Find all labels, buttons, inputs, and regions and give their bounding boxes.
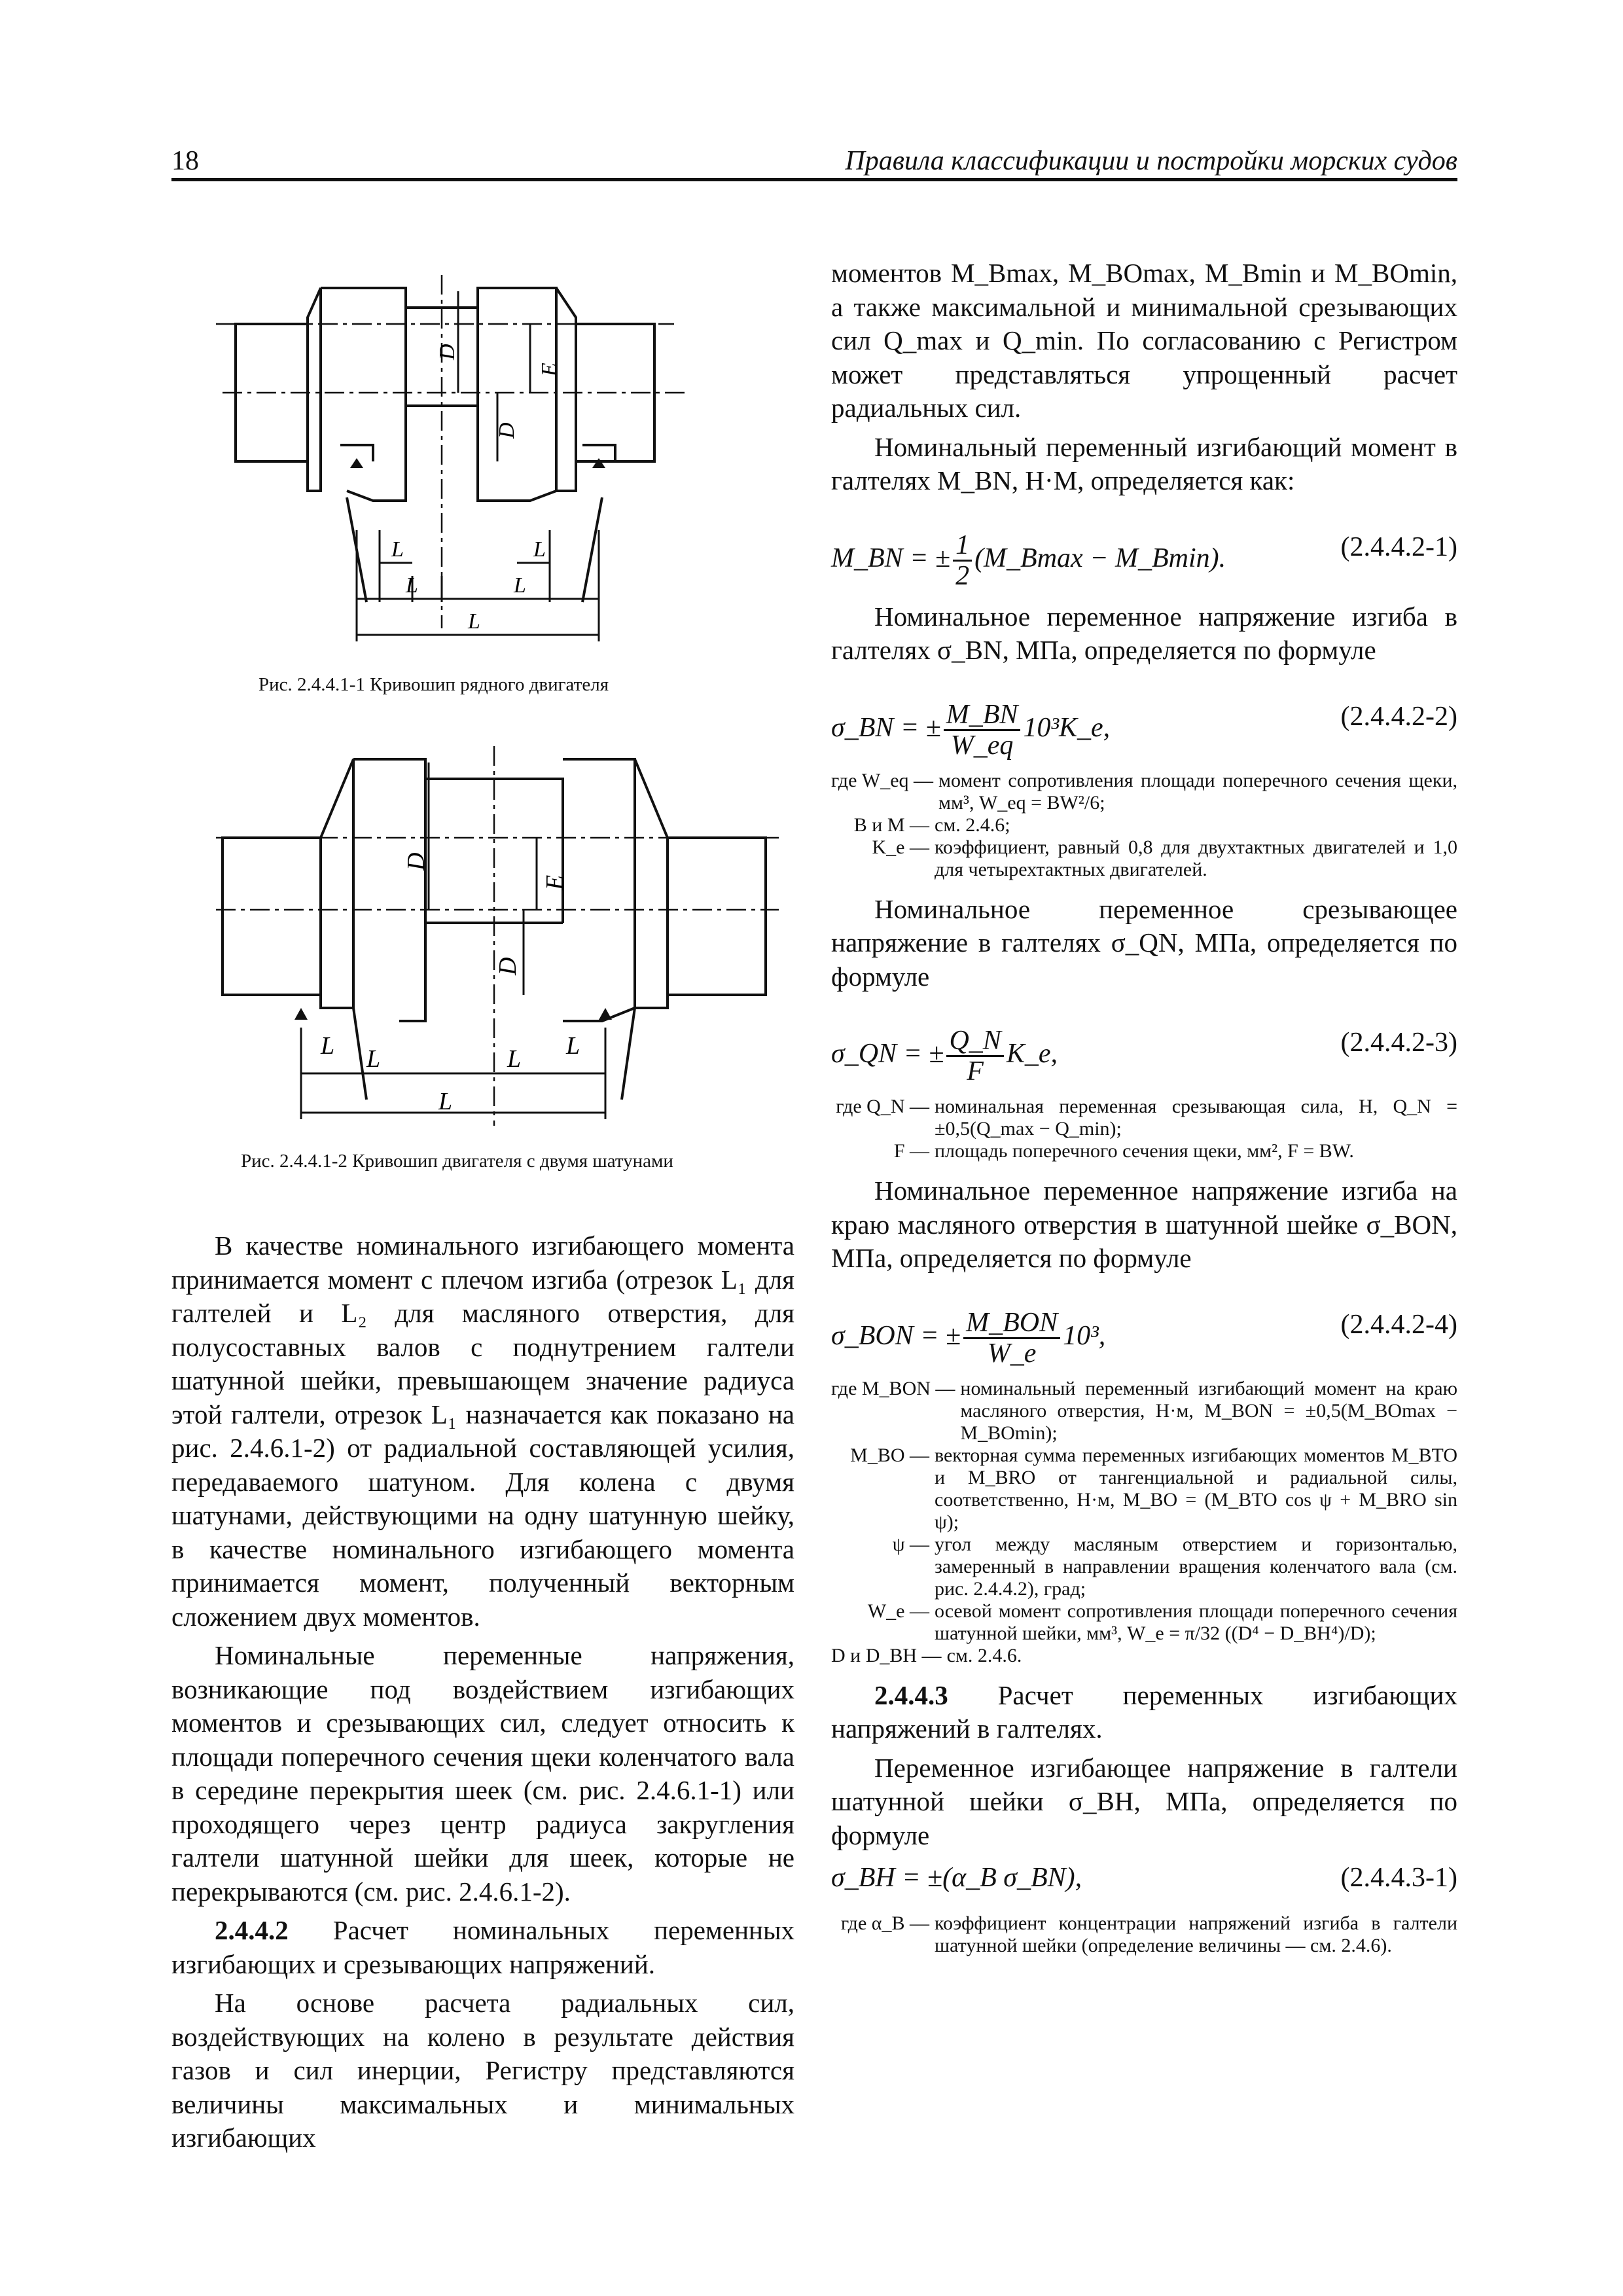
section-number: 2.4.4.2 bbox=[215, 1915, 289, 1945]
where-item bbox=[831, 1096, 1457, 1140]
where-term: M_BO — bbox=[850, 1444, 929, 1466]
eq5-lhs: σ_BH = ±(α_B σ_BN), bbox=[831, 1863, 1082, 1893]
where-item bbox=[831, 1600, 1457, 1645]
where-desc: осевой момент сопротивления площади поперечного сечения шатунной шейки, мм³, W_e = π/32 ((D⁴ − D_BH⁴)/D); bbox=[935, 1600, 1457, 1644]
fig1-label-D: D bbox=[435, 344, 459, 360]
where-term: где M_BON — bbox=[831, 1377, 955, 1399]
paragraph-nominal-stresses: Номинальные переменные напряжения, возникающие под воздействием изгибающих моментов и срезывающих сил, следует относить к площади поперечного сечения щеки коленчатого вала в середине перекрытия шеек (см. рис. 2.4.6.1-1) или проходящего через центр радиуса закругления галтели шатунной шейки для шеек, которые не перекрываются (см. рис. 2.4.6.1-2). bbox=[171, 1640, 794, 1907]
eq2-rhs: 10³K_e, bbox=[1023, 712, 1111, 743]
eq1-denominator: 2 bbox=[955, 560, 970, 591]
fig1-label-E: E bbox=[537, 363, 562, 376]
where-term: где α_B — bbox=[840, 1912, 929, 1934]
where-item bbox=[831, 814, 1457, 836]
where-item bbox=[831, 770, 1457, 814]
figure1-caption: Рис. 2.4.4.1-1 Кривошип рядного двигателя bbox=[259, 674, 609, 695]
fig2-label-L2a: L bbox=[366, 1045, 381, 1073]
fig2-label-L3: L bbox=[438, 1088, 453, 1115]
section-2-4-4-3 bbox=[831, 1679, 1457, 1746]
fig2-label-D: D bbox=[402, 852, 430, 870]
fig2-label-L1b: L bbox=[566, 1032, 580, 1060]
crank-drawing-2 bbox=[216, 733, 779, 1126]
eq4-rhs: 10³, bbox=[1063, 1320, 1106, 1351]
where-item bbox=[831, 1140, 1457, 1162]
paragraph-radial-forces: На основе расчета радиальных сил, воздействующих на колено в результате действия газов и сил инерции, Регистру представляются величины максимальных и минимальных изгибающих bbox=[171, 1988, 794, 2153]
section-number: 2.4.4.3 bbox=[874, 1679, 948, 1710]
paragraph-mbn: Номинальный переменный изгибающий момент в галтелях M_BN, Н·М, определяется как: bbox=[831, 431, 1457, 495]
where-list-eq3 bbox=[831, 1096, 1457, 1162]
where-desc: см. 2.4.6. bbox=[946, 1644, 1022, 1666]
right-column bbox=[831, 257, 1457, 1969]
section-title: Расчет номинальных переменных изгибающих и срезывающих напряжений. bbox=[171, 1915, 794, 1979]
where-item bbox=[831, 1645, 1457, 1667]
eq2-number: (2.4.4.2-2) bbox=[1340, 701, 1457, 732]
eq1-lhs: M_BN = ± bbox=[831, 543, 951, 573]
page-number: 18 bbox=[171, 146, 199, 176]
equation-2-4-4-2-1 bbox=[831, 512, 1457, 591]
paragraph-moments-continued: моментов M_Bmax, M_BOmax, M_Bmin и M_BOmin, а также максимальной и минимальной срезывающих сил Q_max и Q_min. По согласованию с Регистром может представляться упрощенный расчет радиальных сил. bbox=[831, 258, 1457, 423]
eq4-lhs: σ_BON = ± bbox=[831, 1320, 961, 1351]
equation-2-4-4-3-1 bbox=[831, 1857, 1457, 1903]
paragraph-sbn: Номинальное переменное напряжение изгиба в галтелях σ_BN, МПа, определяется по формуле bbox=[831, 601, 1457, 665]
paragraph-sqn: Номинальное переменное срезывающее напряжение в галтелях σ_QN, МПа, определяется по формуле bbox=[831, 893, 1457, 992]
crank-drawing-1 bbox=[216, 236, 740, 668]
fig2-label-E: E bbox=[541, 874, 569, 890]
section-title: Расчет переменных изгибающих напряжений в галтелях. bbox=[831, 1679, 1457, 1744]
section-2-4-4-2 bbox=[171, 1914, 794, 1981]
eq5-number: (2.4.4.3-1) bbox=[1340, 1863, 1457, 1893]
where-desc: номинальная переменная срезывающая сила, Н, Q_N = ±0,5(Q_max − Q_min); bbox=[935, 1096, 1457, 1139]
eq1-rhs: (M_Bmax − M_Bmin). bbox=[974, 543, 1226, 573]
eq2-lhs: σ_BN = ± bbox=[831, 712, 941, 743]
fig2-label-L2b: L bbox=[507, 1045, 522, 1073]
left-column bbox=[171, 1229, 794, 2161]
eq3-denominator: F bbox=[967, 1056, 984, 1086]
where-list-eq2 bbox=[831, 770, 1457, 881]
figure-crank-two-rods bbox=[216, 733, 779, 1126]
eq3-number: (2.4.4.2-3) bbox=[1340, 1028, 1457, 1058]
where-term: где Q_N — bbox=[836, 1096, 929, 1117]
where-term: D и D_BH — bbox=[831, 1644, 942, 1666]
fig1-label-L1a: L bbox=[391, 537, 404, 562]
fig2-label-DG: D bbox=[494, 957, 522, 975]
where-term: F — bbox=[893, 1140, 929, 1162]
where-desc: момент сопротивления площади поперечного сечения щеки, мм³, W_eq = BW²/6; bbox=[938, 769, 1457, 814]
paragraph-sbh: Переменное изгибающее напряжение в галтели шатунной шейки σ_BH, МПа, определяется по формуле bbox=[831, 1752, 1457, 1850]
where-term: W_e — bbox=[867, 1600, 929, 1622]
eq1-numerator: 1 bbox=[953, 531, 972, 562]
fig1-label-DG: D bbox=[495, 422, 519, 439]
paragraph-sbon: Номинальное переменное напряжение изгиба на краю масляного отверстия в шатунной шейке σ_BON, МПа, определяется по формуле bbox=[831, 1175, 1457, 1273]
where-item bbox=[831, 1912, 1457, 1957]
running-title: Правила классификации и постройки морских судов bbox=[845, 146, 1457, 176]
eq4-denominator: W_e bbox=[987, 1338, 1037, 1369]
header-rule bbox=[171, 178, 1457, 181]
eq3-numerator: Q_N bbox=[946, 1026, 1003, 1057]
fig1-label-L2b: L bbox=[514, 573, 526, 598]
where-term: где W_eq — bbox=[831, 769, 934, 791]
equation-2-4-4-2-3 bbox=[831, 1008, 1457, 1086]
eq1-number: (2.4.4.2-1) bbox=[1340, 531, 1457, 562]
eq2-numerator: M_BN bbox=[944, 700, 1021, 731]
figure2-caption: Рис. 2.4.4.1-2 Кривошип двигателя с двумя шатунами bbox=[241, 1151, 673, 1172]
where-item bbox=[831, 1378, 1457, 1444]
eq3-lhs: σ_QN = ± bbox=[831, 1039, 944, 1069]
equation-2-4-4-2-4 bbox=[831, 1290, 1457, 1369]
where-desc: векторная сумма переменных изгибающих моментов M_BTO и M_BRO от тангенциальной и радиальной силы, соответственно, Н·м, M_BO = (M_BTO cos ψ + M_BRO sin ψ); bbox=[935, 1444, 1457, 1533]
where-desc: площадь поперечного сечения щеки, мм², F = BW. bbox=[935, 1140, 1354, 1162]
where-desc: угол между масляным отверстием и горизонталью, замеренный в направлении вращения коленчатого вала (см. рис. 2.4.4.2), град; bbox=[935, 1533, 1457, 1600]
where-item bbox=[831, 836, 1457, 881]
figure-crank-inline-engine bbox=[216, 236, 740, 668]
equation-2-4-4-2-2 bbox=[831, 682, 1457, 761]
eq3-rhs: K_e, bbox=[1006, 1039, 1058, 1069]
where-desc: см. 2.4.6; bbox=[935, 814, 1010, 836]
eq2-denominator: W_eq bbox=[950, 730, 1014, 761]
eq4-numerator: M_BON bbox=[963, 1308, 1060, 1339]
where-desc: коэффициент, равный 0,8 для двухтактных двигателей и 1,0 для четырехтактных двигателей. bbox=[935, 836, 1457, 880]
where-term: K_e — bbox=[872, 836, 929, 858]
fig2-label-L1a: L bbox=[321, 1032, 335, 1060]
fig1-label-L3: L bbox=[468, 609, 480, 634]
where-term: ψ — bbox=[892, 1533, 929, 1555]
eq4-number: (2.4.4.2-4) bbox=[1340, 1309, 1457, 1340]
where-list-eq4 bbox=[831, 1378, 1457, 1667]
where-item bbox=[831, 1444, 1457, 1534]
where-term: B и M — bbox=[853, 814, 929, 836]
where-desc: номинальный переменный изгибающий момент на краю масляного отверстия, Н·м, M_BON = ±0,5(M_BOmax − M_BOmin); bbox=[960, 1377, 1457, 1444]
fig1-label-L1b: L bbox=[533, 537, 546, 562]
paragraph-bending-moment: В качестве номинального изгибающего момента принимается момент с плечом изгиба (отрезок L₁ для галтелей и L₂ для масляного отверстия, для полусоставных валов с поднутрением галтели шатунной шейки, превышающем значение радиуса этой галтели, отрезок L₁ назначается как показано на рис. 2.4.6.1-2) от радиальной составляющей усилия, передаваемого шатуном. Для колена с двумя шатунами, действующими на одну шатунную шейку, в качестве номинального изгибающего момента принимается момент, полученный векторным сложением двух моментов. bbox=[171, 1230, 794, 1632]
where-item bbox=[831, 1534, 1457, 1600]
where-desc: коэффициент концентрации напряжений изгиба в галтели шатунной шейки (определение величины — см. 2.4.6). bbox=[935, 1912, 1457, 1956]
where-list-eq5 bbox=[831, 1912, 1457, 1957]
fig1-label-L2a: L bbox=[406, 573, 418, 598]
